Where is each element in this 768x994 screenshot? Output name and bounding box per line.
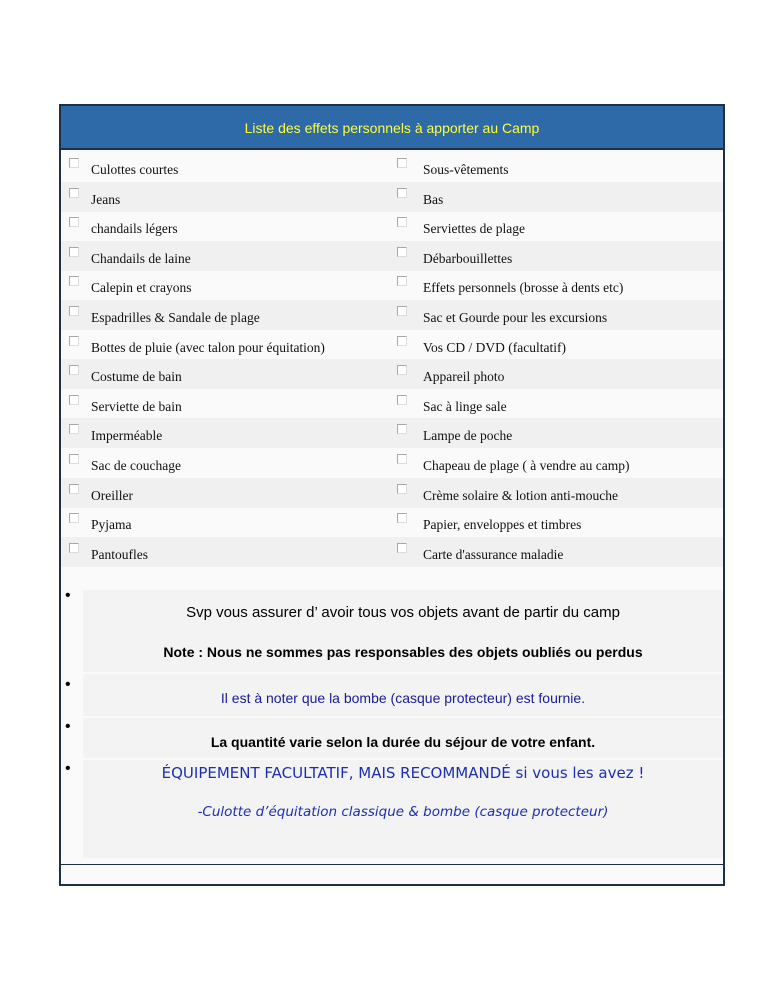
list-header xyxy=(61,106,723,150)
item-label: Sac et Gourde pour les excursions xyxy=(423,310,608,325)
item-label: Costume de bain xyxy=(91,369,182,385)
item-checkbox[interactable] xyxy=(69,247,79,257)
item-checkbox[interactable] xyxy=(69,276,79,286)
item-label: Bas xyxy=(423,191,444,207)
item-checkbox[interactable] xyxy=(397,188,407,198)
item-checkbox[interactable] xyxy=(69,484,79,494)
checklist-row xyxy=(61,152,723,182)
item-label: Sac de couchage xyxy=(91,458,181,473)
item-label: Appareil photo xyxy=(423,369,505,385)
list-title: Liste des effets personnels à apporter au Camp xyxy=(244,120,540,136)
checklist-row xyxy=(61,389,723,419)
checklist-row xyxy=(61,270,723,300)
bullet: • xyxy=(65,760,71,777)
item-label: Serviette de bain xyxy=(91,398,182,414)
helmet-note: Il est à noter que la bombe (casque protecteur) est fournie. xyxy=(220,690,586,706)
item-label: Sous-vêtements xyxy=(423,162,509,177)
checklist-row xyxy=(61,241,723,271)
item-checkbox[interactable] xyxy=(397,484,407,494)
optional-panel xyxy=(83,760,723,858)
checklist-row xyxy=(61,211,723,241)
item-checkbox[interactable] xyxy=(397,336,407,346)
item-label: Sac à linge sale xyxy=(423,398,507,414)
item-checkbox[interactable] xyxy=(69,158,79,168)
item-checkbox[interactable] xyxy=(397,217,407,227)
item-label: Espadrilles & Sandale de plage xyxy=(91,310,260,325)
helmet-panel xyxy=(83,674,723,716)
bullet: • xyxy=(65,676,71,693)
reminder-panel xyxy=(83,590,723,672)
item-checkbox[interactable] xyxy=(397,513,407,523)
item-label: Serviettes de plage xyxy=(423,221,525,237)
item-checkbox[interactable] xyxy=(69,188,79,198)
checklist-row xyxy=(61,182,723,212)
item-label: Jeans xyxy=(91,191,121,207)
item-checkbox[interactable] xyxy=(69,513,79,523)
item-label: Calepin et crayons xyxy=(91,280,192,296)
item-label: Pantoufles xyxy=(91,546,148,562)
item-checkbox[interactable] xyxy=(397,454,407,464)
reminder-text: Svp vous assurer d’ avoir tous vos objets avant de partir du camp xyxy=(186,604,620,621)
item-checkbox[interactable] xyxy=(69,306,79,316)
item-label: Vos CD / DVD (facultatif) xyxy=(423,339,566,355)
optional-item: -Culotte d’équitation classique & bombe (casque protecteur) xyxy=(197,804,609,820)
item-label: Papier, enveloppes et timbres xyxy=(423,517,582,533)
item-label: Pyjama xyxy=(91,517,132,533)
item-label: Lampe de poche xyxy=(423,428,513,444)
item-checkbox[interactable] xyxy=(397,158,407,168)
disclaimer-text: Note : Nous ne sommes pas responsables des objets oubliés ou perdus xyxy=(163,644,643,660)
notes-section xyxy=(61,587,723,862)
checklist-row xyxy=(61,507,723,537)
item-checkbox[interactable] xyxy=(397,247,407,257)
bullet: • xyxy=(65,718,71,735)
item-checkbox[interactable] xyxy=(69,543,79,553)
item-checkbox[interactable] xyxy=(397,395,407,405)
item-checkbox[interactable] xyxy=(69,336,79,346)
checklist-frame xyxy=(59,104,725,886)
item-checkbox[interactable] xyxy=(69,217,79,227)
checklist-row xyxy=(61,330,723,360)
item-checkbox[interactable] xyxy=(397,306,407,316)
item-checkbox[interactable] xyxy=(69,395,79,405)
bullet: • xyxy=(65,587,71,604)
quantity-panel xyxy=(83,718,723,758)
item-checkbox[interactable] xyxy=(397,365,407,375)
item-label: Chapeau de plage ( à vendre au camp) xyxy=(423,458,630,473)
item-label: Chandails de laine xyxy=(91,250,191,266)
checklist-row xyxy=(61,418,723,448)
item-checkbox[interactable] xyxy=(69,365,79,375)
checklist-row xyxy=(61,359,723,389)
item-label: Bottes de pluie (avec talon pour équitation) xyxy=(91,339,325,355)
item-checkbox[interactable] xyxy=(69,454,79,464)
item-checkbox[interactable] xyxy=(69,424,79,434)
checklist-row xyxy=(61,478,723,508)
item-label: Effets personnels (brosse à dents etc) xyxy=(423,280,624,296)
checklist-row xyxy=(61,537,723,567)
item-label: Culottes courtes xyxy=(91,162,179,177)
item-label: Carte d'assurance maladie xyxy=(423,546,564,562)
bottom-divider xyxy=(61,864,723,865)
item-label: Débarbouillettes xyxy=(423,250,513,266)
checklist-row xyxy=(61,300,723,330)
optional-title: ÉQUIPEMENT FACULTATIF, MAIS RECOMMANDÉ si vous les avez ! xyxy=(161,764,645,782)
item-label: Oreiller xyxy=(91,487,133,503)
checklist-row xyxy=(61,448,723,478)
item-checkbox[interactable] xyxy=(397,424,407,434)
item-label: Crème solaire & lotion anti-mouche xyxy=(423,487,618,503)
item-label: chandails légers xyxy=(91,221,178,237)
item-checkbox[interactable] xyxy=(397,276,407,286)
quantity-note: La quantité varie selon la durée du séjour de votre enfant. xyxy=(210,734,596,750)
item-label: Imperméable xyxy=(91,428,163,444)
item-checkbox[interactable] xyxy=(397,543,407,553)
